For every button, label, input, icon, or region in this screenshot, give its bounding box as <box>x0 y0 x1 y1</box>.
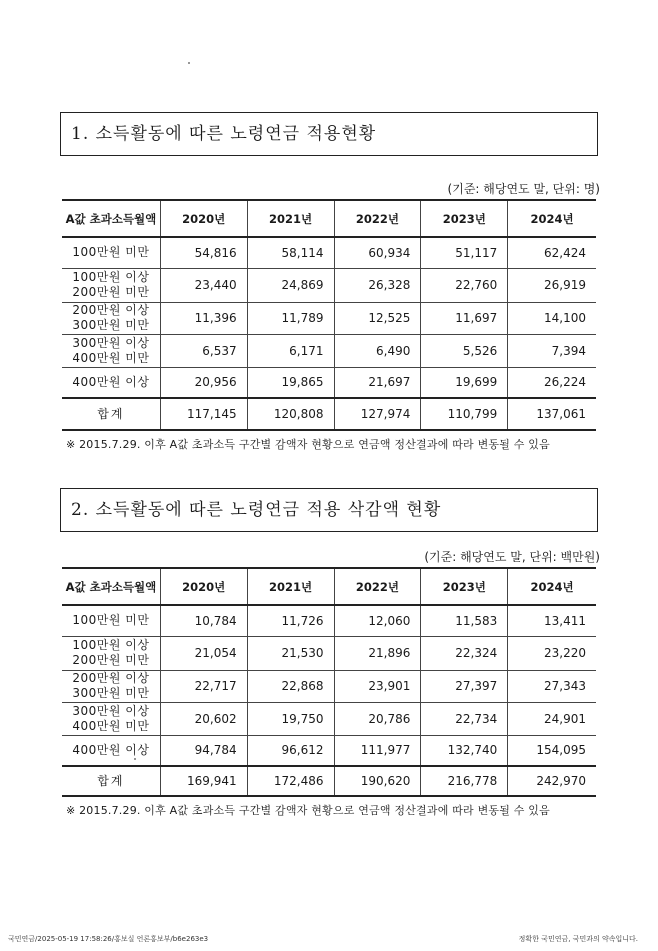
table-cell: 22,734 <box>421 702 508 735</box>
table-cell: 27,397 <box>421 670 508 702</box>
table-row <box>62 334 596 367</box>
table-cell: 242,970 <box>508 766 596 796</box>
table-cell: 11,583 <box>421 605 508 636</box>
table-cell: 23,220 <box>508 636 596 670</box>
table-cell: 26,919 <box>508 268 596 302</box>
table-cell: 13,411 <box>508 605 596 636</box>
table-cell: 169,941 <box>160 766 247 796</box>
table-cell: 51,117 <box>421 237 508 268</box>
table-cell: 190,620 <box>334 766 421 796</box>
table-cell: 20,786 <box>334 702 421 735</box>
table-cell: 11,789 <box>247 302 334 334</box>
table-cell: 24,869 <box>247 268 334 302</box>
table-row <box>62 605 596 636</box>
scan-speck <box>134 758 136 760</box>
table-cell: 216,778 <box>421 766 508 796</box>
table-cell: 7,394 <box>508 334 596 367</box>
row-label: 합계 <box>62 766 160 796</box>
column-header-year: 2020년 <box>160 200 247 237</box>
table-row <box>62 367 596 398</box>
table-cell: 127,974 <box>334 398 421 430</box>
table-cell: 26,328 <box>334 268 421 302</box>
table-row <box>62 302 596 334</box>
table-cell: 117,145 <box>160 398 247 430</box>
row-label: 200만원 이상 300만원 미만 <box>62 670 160 702</box>
table-header-row <box>62 568 596 605</box>
column-header-category: A값 초과소득월액 <box>62 568 160 605</box>
table-cell: 132,740 <box>421 735 508 766</box>
table-cell: 137,061 <box>508 398 596 430</box>
footer-left: 국민연금/2025-05-19 17:58:26/홍보실 언론홍보부/b6e263e3 <box>8 935 209 943</box>
table-cell: 12,060 <box>334 605 421 636</box>
table-cell: 96,612 <box>247 735 334 766</box>
table-cell: 19,865 <box>247 367 334 398</box>
table-cell: 11,726 <box>247 605 334 636</box>
table-row <box>62 268 596 302</box>
table-cell: 27,343 <box>508 670 596 702</box>
table-cell: 20,956 <box>160 367 247 398</box>
table-row <box>62 735 596 766</box>
table-cell: 54,816 <box>160 237 247 268</box>
table-cell: 5,526 <box>421 334 508 367</box>
table-cell: 6,490 <box>334 334 421 367</box>
column-header-year: 2020년 <box>160 568 247 605</box>
section2-note: ※ 2015.7.29. 이후 A값 초과소득 구간별 감액자 현황으로 연금액 정산결과에 따라 변동될 수 있음 <box>66 804 550 817</box>
table-header-row <box>62 200 596 237</box>
table-cell: 14,100 <box>508 302 596 334</box>
column-header-category: A값 초과소득월액 <box>62 200 160 237</box>
table-cell: 110,799 <box>421 398 508 430</box>
table-cell: 11,396 <box>160 302 247 334</box>
table-row <box>62 237 596 268</box>
table-cell: 58,114 <box>247 237 334 268</box>
column-header-year: 2022년 <box>334 200 421 237</box>
table-cell: 22,760 <box>421 268 508 302</box>
table-cell: 22,717 <box>160 670 247 702</box>
table-cell: 21,697 <box>334 367 421 398</box>
section2-title: 2. 소득활동에 따른 노령연금 적용 삭감액 현황 <box>60 488 598 532</box>
row-label: 200만원 이상 300만원 미만 <box>62 302 160 334</box>
table-cell: 10,784 <box>160 605 247 636</box>
section1-note: ※ 2015.7.29. 이후 A값 초과소득 구간별 감액자 현황으로 연금액 정산결과에 따라 변동될 수 있음 <box>66 438 550 451</box>
table-cell: 19,750 <box>247 702 334 735</box>
table-cell: 19,699 <box>421 367 508 398</box>
table-cell: 12,525 <box>334 302 421 334</box>
row-label: 400만원 이상 <box>62 735 160 766</box>
table-cell: 60,934 <box>334 237 421 268</box>
row-label: 100만원 이상 200만원 미만 <box>62 268 160 302</box>
table-cell: 172,486 <box>247 766 334 796</box>
column-header-year: 2023년 <box>421 568 508 605</box>
table-row <box>62 702 596 735</box>
table-cell: 62,424 <box>508 237 596 268</box>
row-label: 400만원 이상 <box>62 367 160 398</box>
column-header-year: 2024년 <box>508 200 596 237</box>
section2-table <box>62 567 596 797</box>
table-row <box>62 398 596 430</box>
table-row <box>62 636 596 670</box>
section1-title: 1. 소득활동에 따른 노령연금 적용현황 <box>60 112 598 156</box>
table-cell: 23,440 <box>160 268 247 302</box>
footer-right: 정확한 국민연금, 국민과의 약속입니다. <box>518 935 638 943</box>
table-row <box>62 670 596 702</box>
section1-unit: (기준: 해당연도 말, 단위: 명) <box>447 182 600 196</box>
column-header-year: 2023년 <box>421 200 508 237</box>
table-cell: 24,901 <box>508 702 596 735</box>
row-label: 100만원 이상 200만원 미만 <box>62 636 160 670</box>
table-cell: 21,530 <box>247 636 334 670</box>
row-label: 100만원 미만 <box>62 237 160 268</box>
scan-speck <box>188 62 190 64</box>
table-cell: 6,537 <box>160 334 247 367</box>
table-cell: 111,977 <box>334 735 421 766</box>
table-row <box>62 766 596 796</box>
table-cell: 21,896 <box>334 636 421 670</box>
column-header-year: 2021년 <box>247 200 334 237</box>
row-label: 300만원 이상 400만원 미만 <box>62 702 160 735</box>
row-label: 합계 <box>62 398 160 430</box>
column-header-year: 2022년 <box>334 568 421 605</box>
column-header-year: 2024년 <box>508 568 596 605</box>
table-cell: 11,697 <box>421 302 508 334</box>
table-cell: 20,602 <box>160 702 247 735</box>
table-cell: 22,324 <box>421 636 508 670</box>
table-cell: 6,171 <box>247 334 334 367</box>
table-cell: 26,224 <box>508 367 596 398</box>
table-cell: 154,095 <box>508 735 596 766</box>
table-cell: 21,054 <box>160 636 247 670</box>
column-header-year: 2021년 <box>247 568 334 605</box>
section2-unit: (기준: 해당연도 말, 단위: 백만원) <box>424 550 600 564</box>
row-label: 100만원 미만 <box>62 605 160 636</box>
table-cell: 120,808 <box>247 398 334 430</box>
section1-table <box>62 199 596 431</box>
table-cell: 22,868 <box>247 670 334 702</box>
table-cell: 94,784 <box>160 735 247 766</box>
table-cell: 23,901 <box>334 670 421 702</box>
row-label: 300만원 이상 400만원 미만 <box>62 334 160 367</box>
